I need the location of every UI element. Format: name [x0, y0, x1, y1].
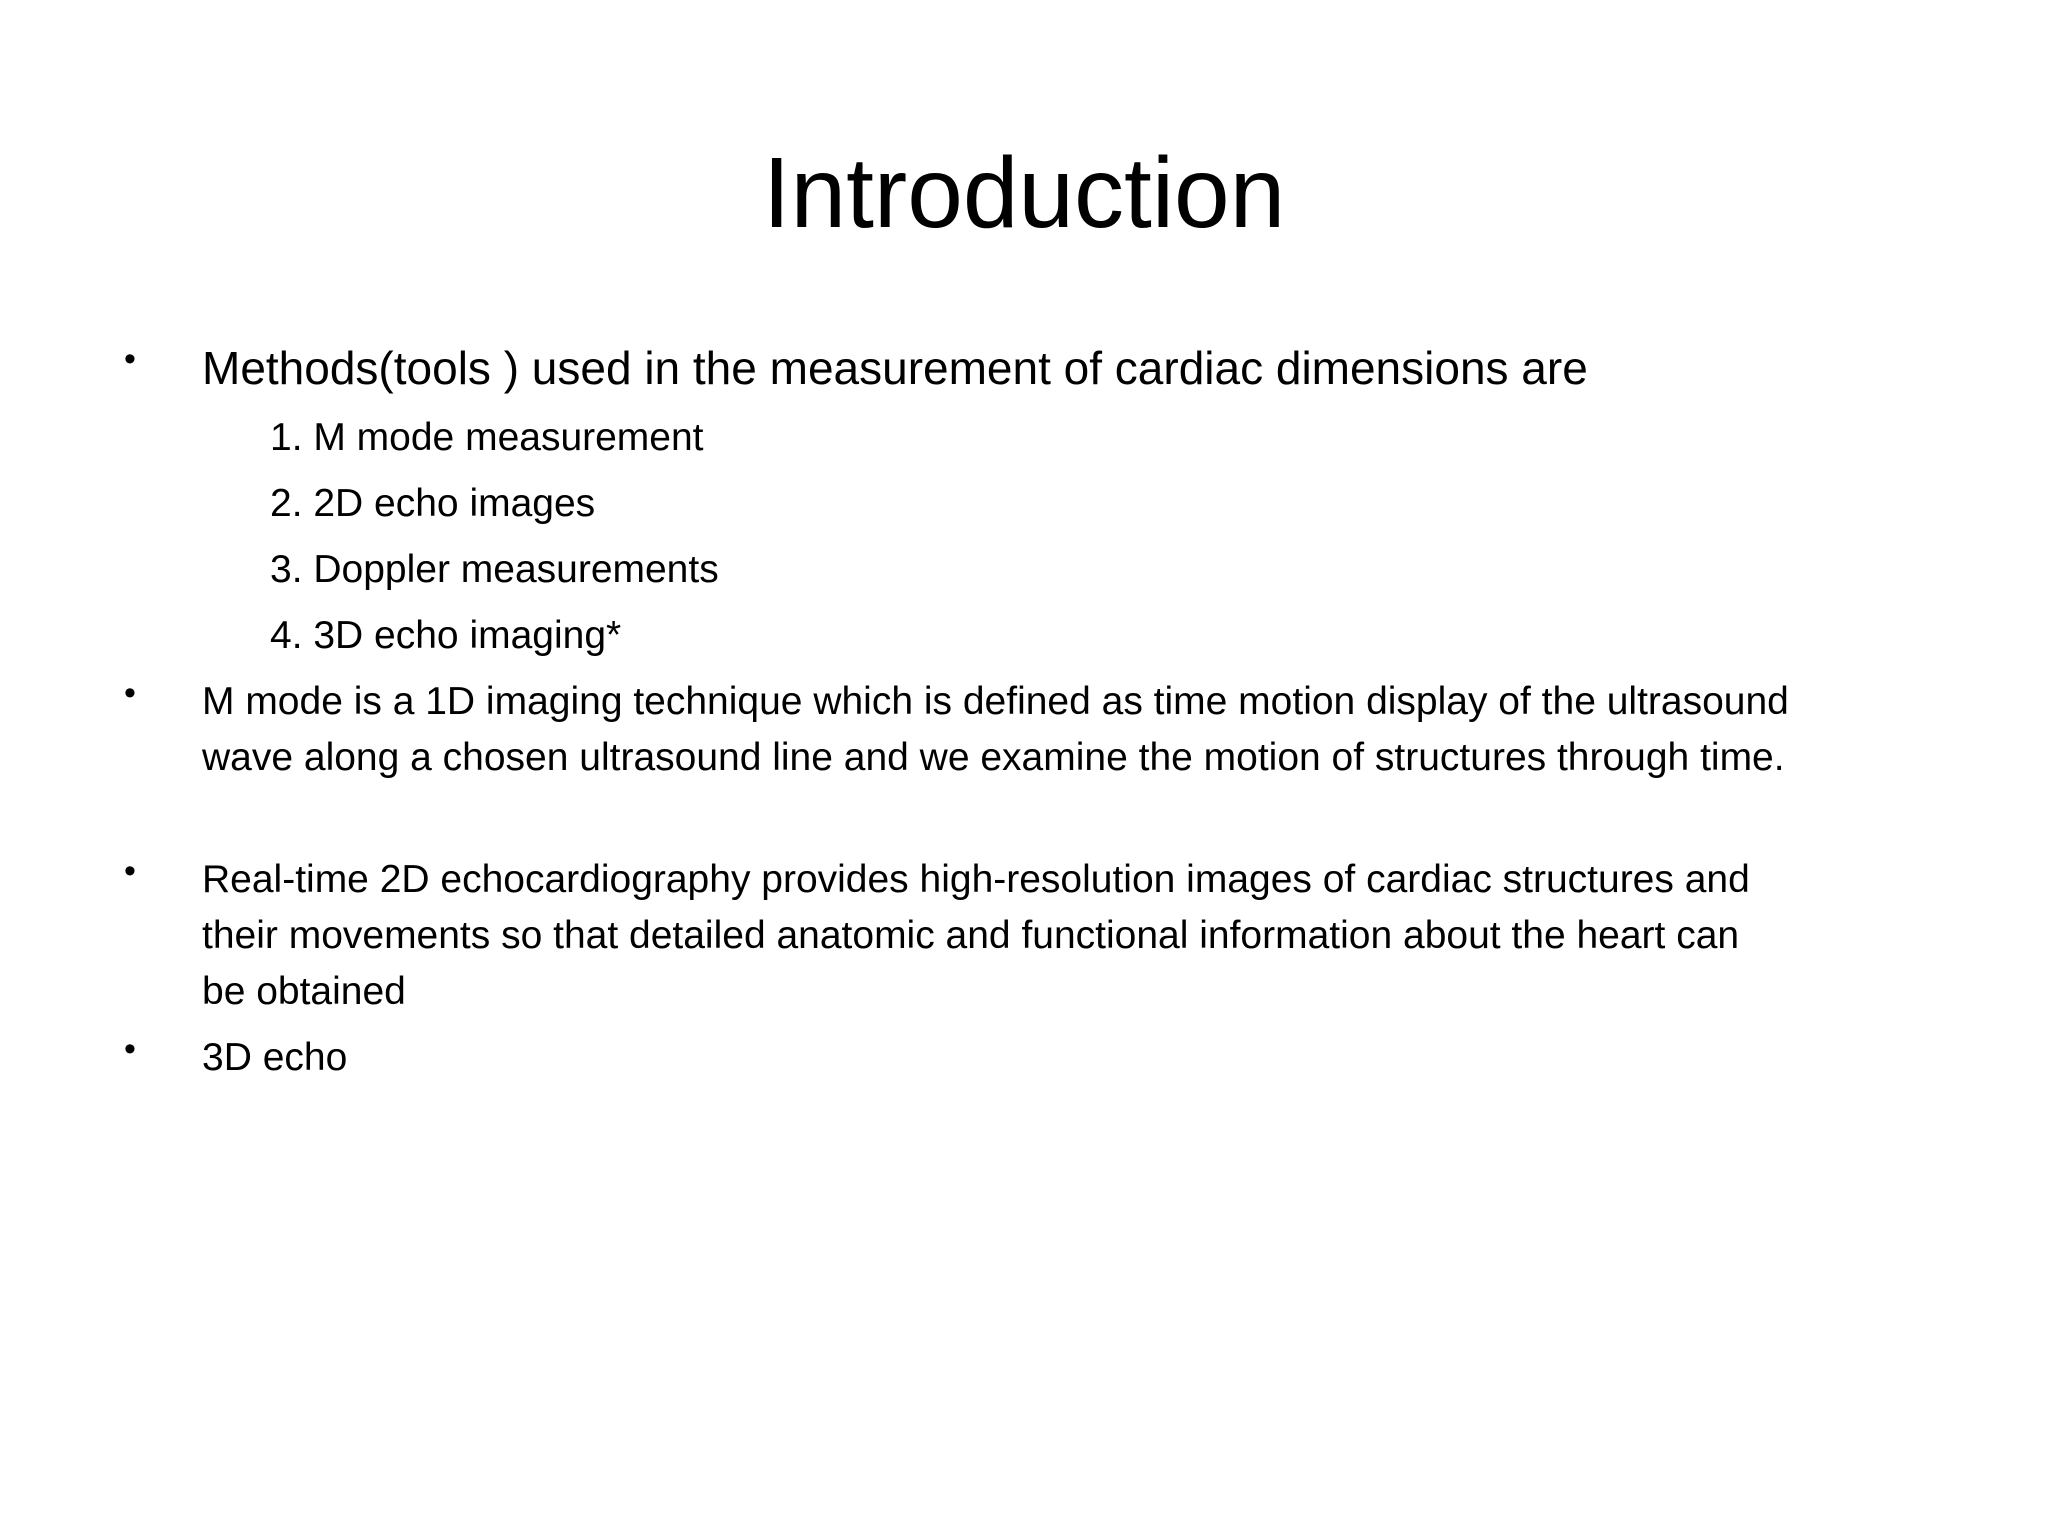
bullet-marker: •: [124, 852, 136, 890]
bullet-marker: •: [124, 674, 136, 712]
sub-list-item: 2. 2D echo images: [270, 482, 596, 525]
bullet-text-line: their movements so that detailed anatomic and functional information about the heart can: [202, 914, 1740, 957]
sub-list-item: 1. M mode measurement: [270, 416, 704, 459]
bullet-text-line: M mode is a 1D imaging technique which is defined as time motion display of the ultrasound: [202, 680, 1789, 723]
bullet-marker: •: [124, 1030, 136, 1068]
bullet-text: 3D echo: [202, 1036, 348, 1079]
bullet-marker: •: [124, 340, 136, 378]
bullet-text-line: be obtained: [202, 970, 406, 1013]
sub-list-item: 3. Doppler measurements: [270, 548, 719, 591]
bullet-text: Methods(tools ) used in the measurement of cardiac dimensions are: [202, 342, 1588, 394]
sub-list-item: 4. 3D echo imaging*: [270, 614, 622, 657]
bullet-text-line: Real-time 2D echocardiography provides high-resolution images of cardiac structures and: [202, 858, 1750, 901]
bullet-text-line: wave along a chosen ultrasound line and we examine the motion of structures through time.: [202, 736, 1785, 779]
slide-title: Introduction: [762, 137, 1286, 249]
